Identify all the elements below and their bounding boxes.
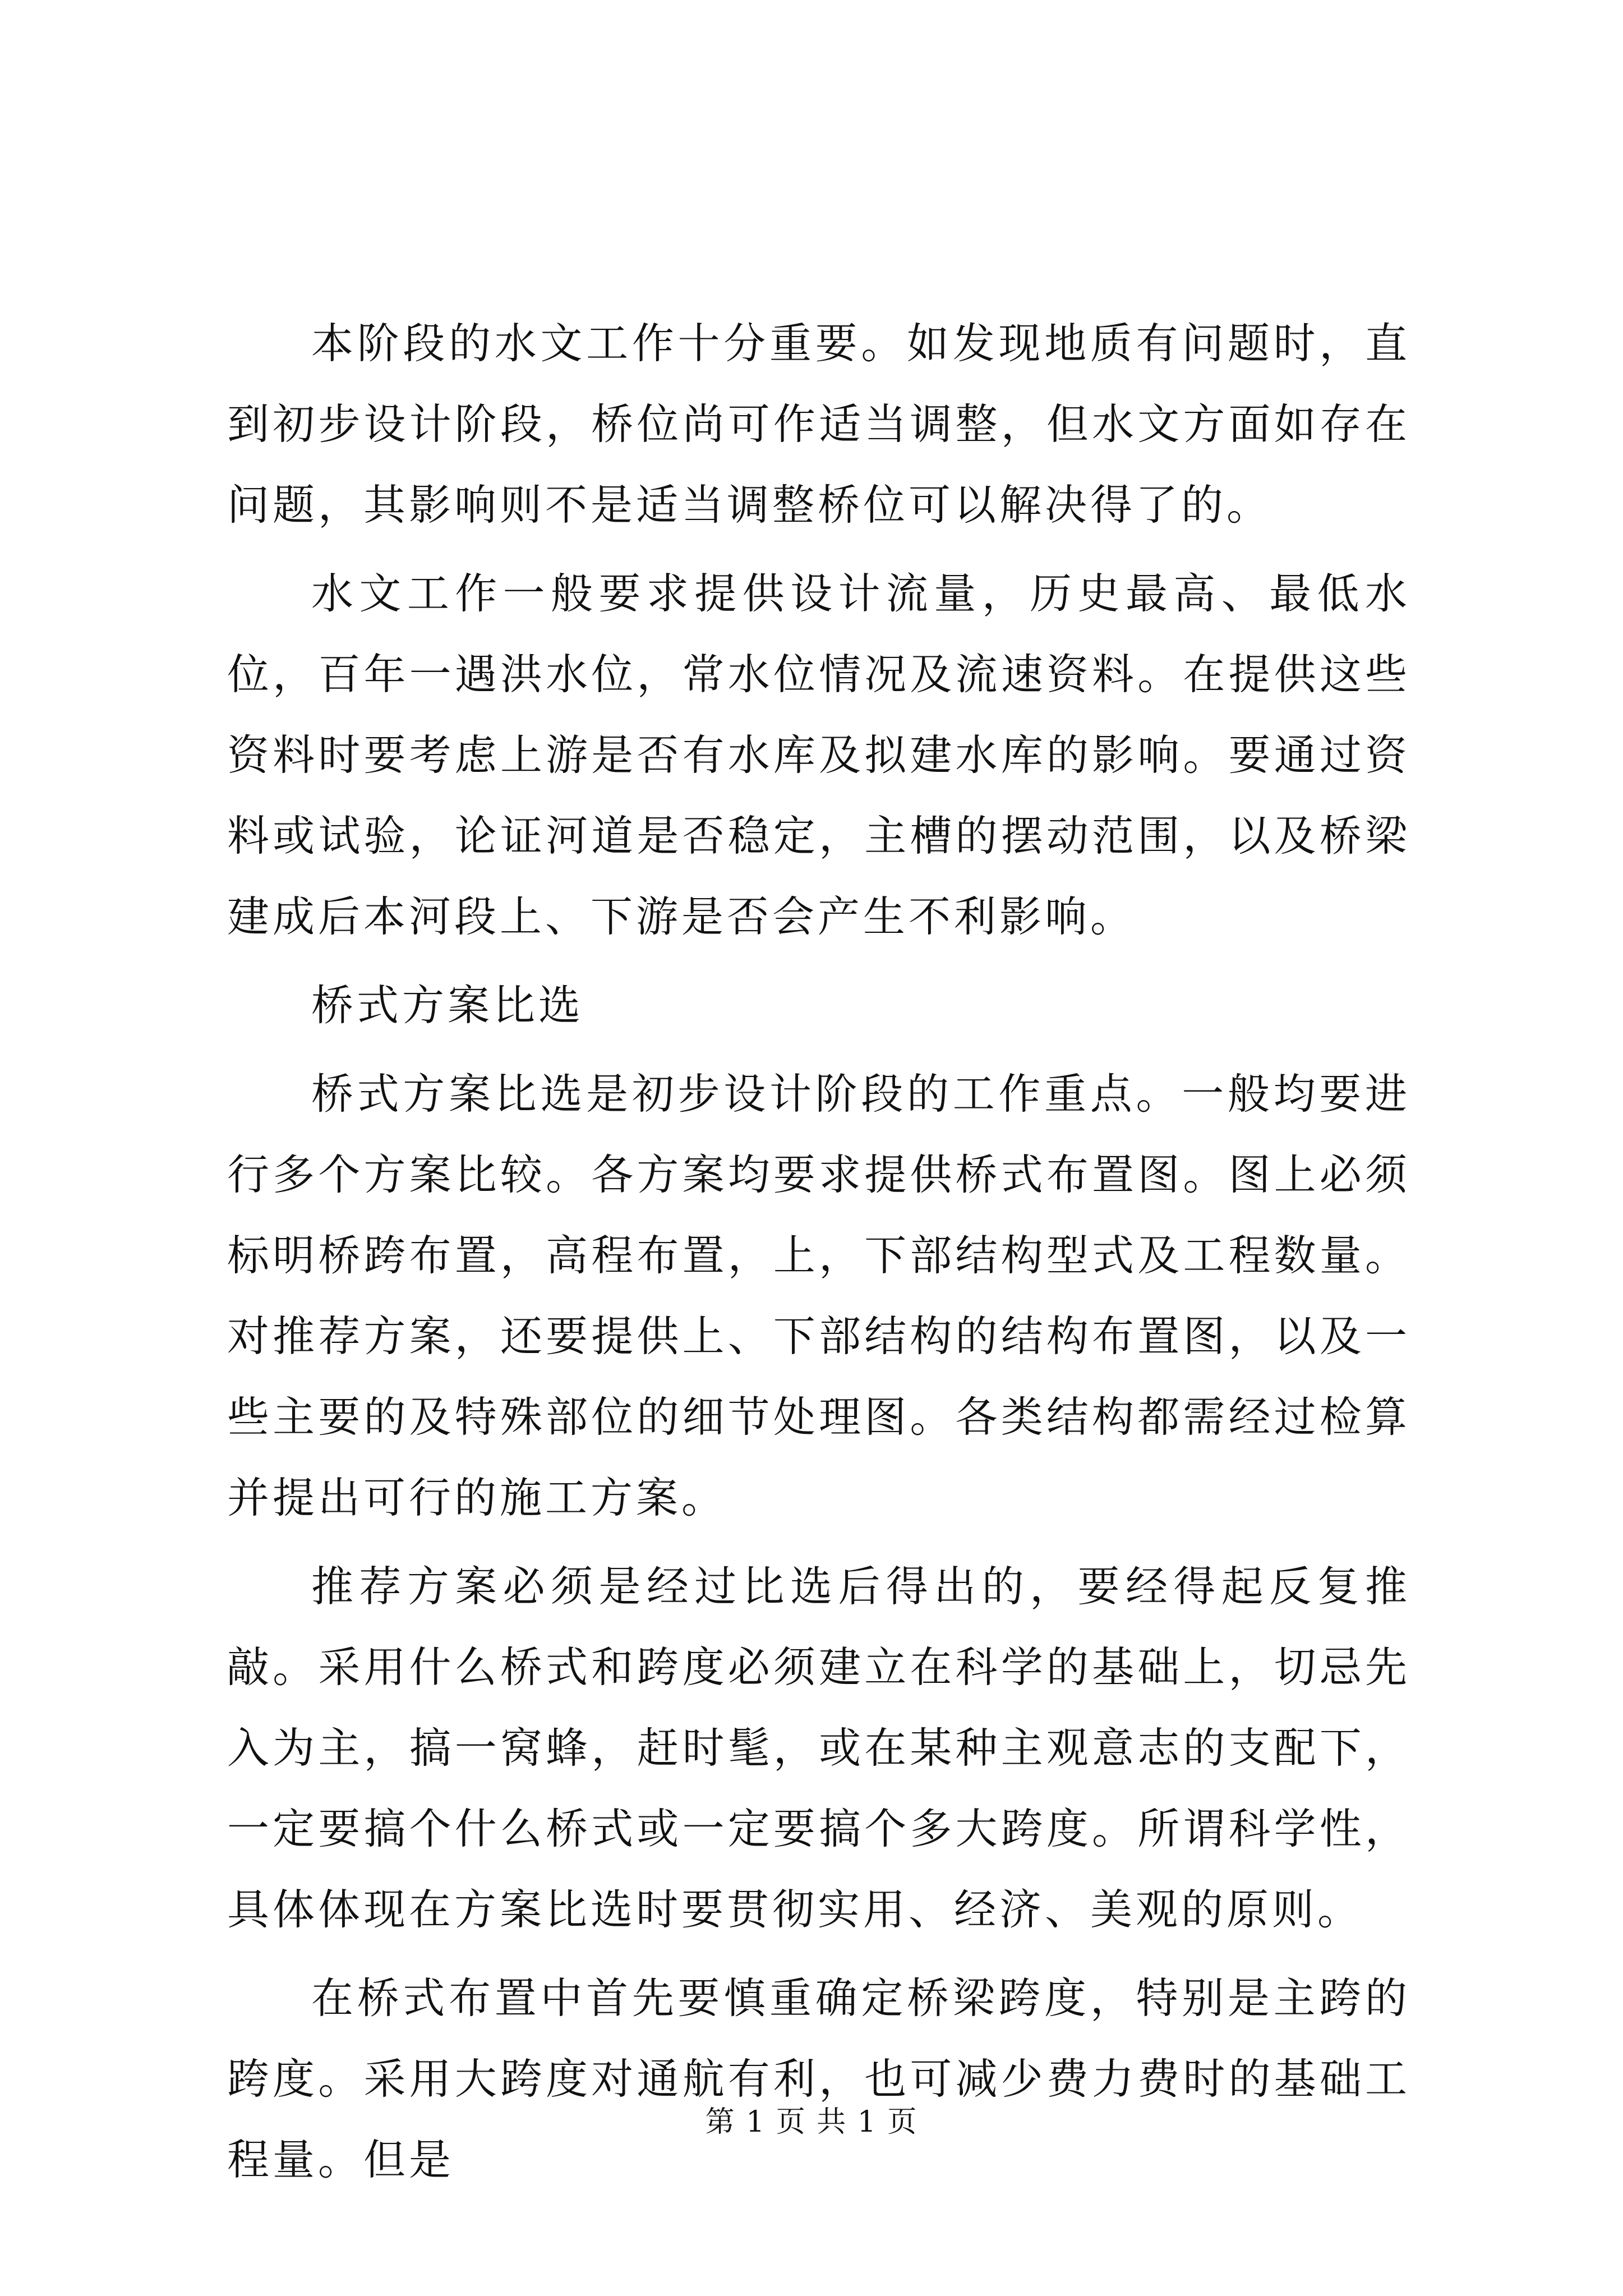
- section-heading-bridge-scheme-comparison: 桥式方案比选: [311, 981, 584, 1030]
- paragraph-scheme-comparison: 桥式方案比选是初步设计阶段的工作重点。一般均要进行多个方案比较。各方案均要求提供桥式布置图。图上必须标明桥跨布置，高程布置，上，下部结构型式及工程数量。对推荐方案，还要提供上、下部结构的结构布置图，以及一些主要的及特殊部位的细节处理图。各类结构都需经过检算并提出可行的施工方案。: [227, 1069, 1410, 1522]
- paragraph-hydrology-requirements: 水文工作一般要求提供设计流量，历史最高、最低水位，百年一遇洪水位，常水位情况及流速资料。在提供这些资料时要考虑上游是否有水库及拟建水库的影响。要通过资料或试验，论证河道是否稳定，主槽的摆动范围，以及桥梁建成后本河段上、下游是否会产生不利影响。: [227, 569, 1410, 941]
- paragraph-span-selection: 在桥式布置中首先要慎重确定桥梁跨度，特别是主跨的跨度。采用大跨度对通航有利，也可减少费力费时的基础工程量。但是: [227, 1973, 1410, 2184]
- paragraph-recommended-scheme: 推荐方案必须是经过比选后得出的，要经得起反复推敲。采用什么桥式和跨度必须建立在科学的基础上，切忌先入为主，搞一窝蜂，赶时髦，或在某种主观意志的支配下，一定要搞个什么桥式或一定要搞个多大跨度。所谓科学性，具体体现在方案比选时要贯彻实用、经济、美观的原则。: [227, 1562, 1410, 1934]
- page-footer: 第 1 页 共 1 页: [705, 2105, 918, 2139]
- document-body: [227, 303, 1410, 2208]
- paragraph-hydrology-importance: 本阶段的水文工作十分重要。如发现地质有问题时，直到初步设计阶段，桥位尚可作适当调整，但水文方面如存在问题，其影响则不是适当调整桥位可以解决得了的。: [227, 319, 1410, 530]
